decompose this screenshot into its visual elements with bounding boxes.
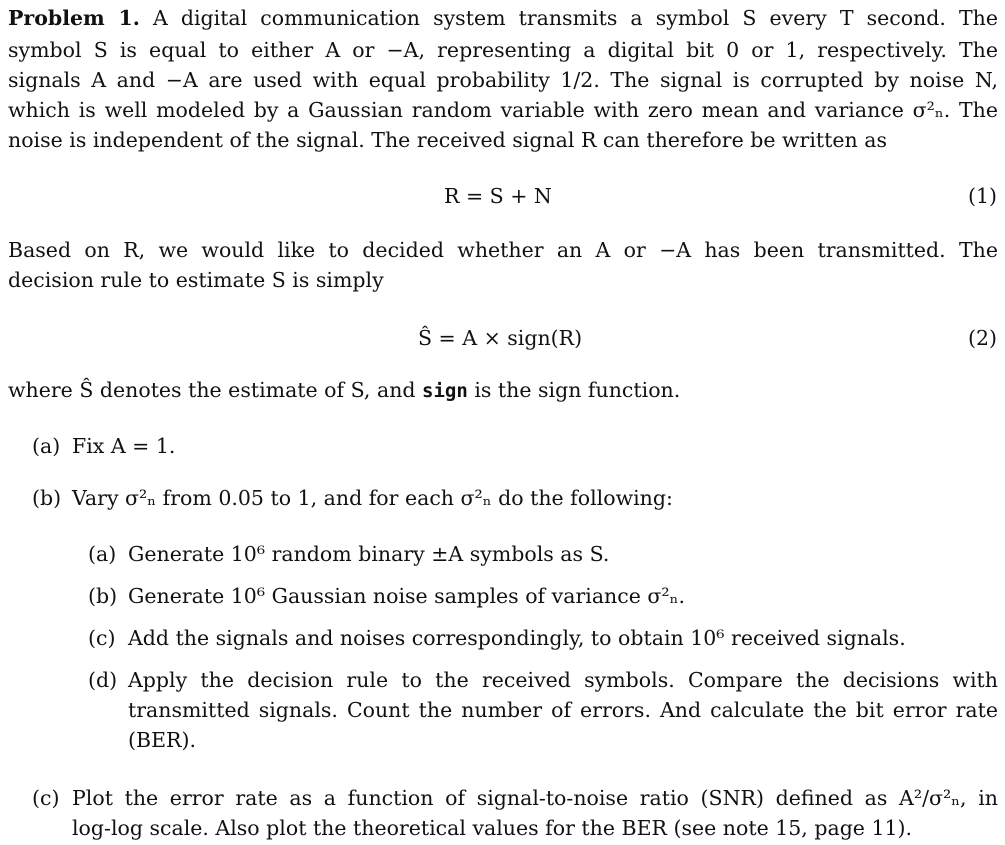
problem-heading: Problem 1. [8,6,140,30]
equation-1-number: (1) [967,184,997,208]
problem-line-2: symbol S is equal to either A or −A, representing a digital bit 0 or 1, respectively. The [8,38,998,62]
equation-1: R = S + N [444,184,552,208]
subitem-c-text: Add the signals and noises correspondingly, to obtain 10⁶ received signals. [128,626,906,650]
item-c-line-2: log-log scale. Also plot the theoretical values for the BER (see note 15, page 11). [72,816,913,840]
where-line: where Ŝ denotes the estimate of S, and sign is the sign function. [8,378,681,402]
item-a-text: Fix A = 1. [72,434,176,458]
subitem-d-line-1: Apply the decision rule to the received symbols. Compare the decisions with [128,668,998,692]
item-a-label: (a) [32,434,61,458]
subitem-a-text: Generate 10⁶ random binary ±A symbols as S. [128,542,610,566]
subitem-d-line-3: (BER). [128,728,196,752]
subitem-b-label: (b) [88,584,118,608]
paragraph2-line-2: decision rule to estimate S is simply [8,268,384,292]
problem-line-3: signals A and −A are used with equal probability 1/2. The signal is corrupted by noise N, [8,68,998,92]
item-c-label: (c) [32,786,60,810]
subitem-a-label: (a) [88,542,117,566]
problem-line-4: which is well modeled by a Gaussian random variable with zero mean and variance σ²ₙ. The [8,98,998,122]
item-b-text: Vary σ²ₙ from 0.05 to 1, and for each σ²ₙ do the following: [72,486,673,510]
subitem-b-text: Generate 10⁶ Gaussian noise samples of variance σ²ₙ. [128,584,685,608]
equation-2-number: (2) [967,326,997,350]
problem-line-5: noise is independent of the signal. The received signal R can therefore be written as [8,128,887,152]
subitem-d-label: (d) [88,668,118,692]
problem-line-1: Problem 1. A digital communication system transmits a symbol S every T second. The [8,6,998,30]
subitem-c-label: (c) [88,626,116,650]
sign-code: sign [422,380,468,402]
equation-2: Ŝ = A × sign(R) [418,326,583,350]
subitem-d-line-2: transmitted signals. Count the number of errors. And calculate the bit error rate [128,698,998,722]
paragraph2-line-1: Based on R, we would like to decided whether an A or −A has been transmitted. The [8,238,998,262]
item-c-line-1: Plot the error rate as a function of signal-to-noise ratio (SNR) defined as A²/σ²ₙ, in [72,786,998,810]
item-b-label: (b) [32,486,62,510]
